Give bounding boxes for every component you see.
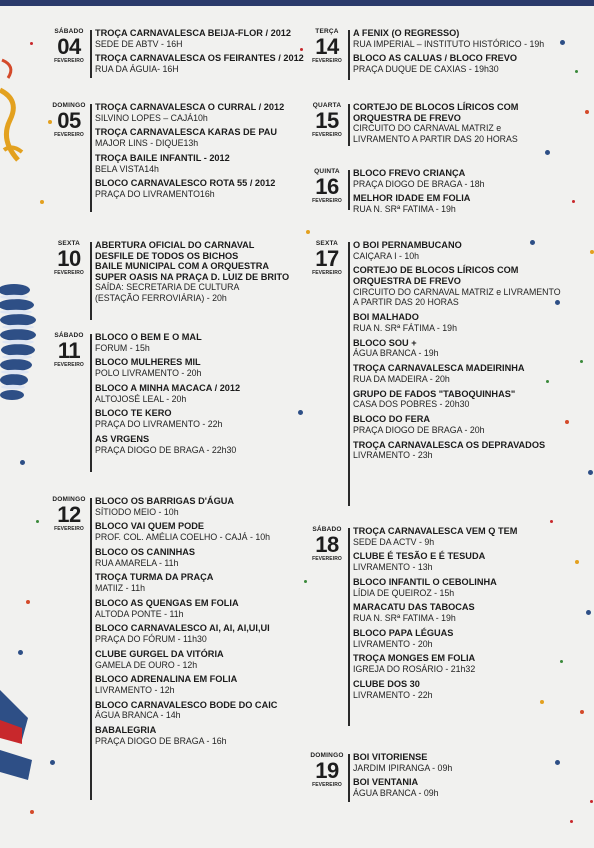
confetti-dot: [40, 200, 44, 204]
month-name: FEVEREIRO: [312, 556, 342, 562]
event-item: [353, 414, 561, 435]
event-title: ORQUESTRA DE FREVO: [353, 112, 461, 123]
confetti-dot: [590, 800, 593, 803]
event-list: [353, 168, 485, 219]
confetti-dot: [575, 70, 578, 73]
event-item: [95, 127, 284, 148]
divider-line: [348, 104, 350, 146]
day-of-week: TERÇA: [315, 28, 339, 35]
divider-line: [348, 30, 350, 80]
event-venue-time: A PARTIR DAS 20 HORAS: [353, 297, 459, 308]
day-number: 14: [315, 34, 339, 59]
day-number: 19: [315, 758, 339, 783]
event-venue-time: ÁGUA BRANCA - 14h: [95, 710, 181, 721]
event-title: TROÇA TURMA DA PRAÇA: [95, 572, 214, 583]
event-item: [95, 383, 240, 404]
event-list: [353, 752, 452, 803]
date-label: [310, 168, 344, 205]
day-of-week: SÁBADO: [54, 332, 84, 339]
month-name: FEVEREIRO: [54, 58, 84, 64]
event-item: [353, 777, 452, 798]
date-label: [310, 752, 344, 789]
event-venue-time: ALTODA PONTE - 11h: [95, 608, 184, 619]
event-title: TROÇA CARNAVALESCA BEIJA-FLOR / 2012: [95, 28, 292, 38]
month-name: FEVEREIRO: [312, 132, 342, 138]
event-title: TROÇA MONGES EM FOLIA: [353, 653, 476, 664]
event-venue-time: LIVRAMENTO - 13h: [353, 562, 433, 573]
event-venue-time: ALTOJOSÉ LEAL - 20h: [95, 393, 187, 404]
event-venue-time: ÁGUA BRANCA - 19h: [353, 348, 439, 359]
confetti-dot: [586, 610, 591, 615]
event-item: [353, 363, 561, 384]
event-title: A FENIX (O REGRESSO): [353, 28, 460, 38]
event-title: MELHOR IDADE EM FOLIA: [353, 193, 471, 204]
month-name: FEVEREIRO: [54, 132, 84, 138]
confetti-dot: [565, 420, 569, 424]
day-of-week: SEXTA: [57, 240, 81, 247]
day-number: 04: [57, 34, 81, 59]
event-venue-time: PRAÇA DIOGO DE BRAGA - 20h: [353, 424, 485, 435]
event-list: [95, 102, 284, 204]
divider-line: [90, 242, 92, 320]
month-name: FEVEREIRO: [312, 782, 342, 788]
date-label: [310, 28, 344, 65]
event-item: [95, 332, 240, 353]
date-label: [52, 240, 86, 277]
day-number: 15: [315, 108, 339, 133]
event-venue-time: CAIÇARA I - 10h: [353, 250, 420, 261]
event-venue-time: CIRCUITO DO CARNAVAL MATRIZ e LIVRAMENTO: [353, 286, 561, 297]
event-item: [95, 240, 289, 304]
event-title: BABALEGRIA: [95, 725, 157, 736]
event-venue-time: SEDE DE ABTV - 16H: [95, 38, 183, 49]
date-label: [52, 496, 86, 533]
day-of-week: DOMINGO: [52, 102, 86, 109]
event-item: [353, 168, 485, 189]
event-venue-time: PRAÇA DIOGO DE BRAGA - 22h30: [95, 444, 237, 455]
event-list: [95, 240, 289, 308]
event-item: [95, 598, 277, 619]
event-title: AS VRGENS: [95, 433, 150, 444]
confetti-dot: [545, 150, 550, 155]
day-of-week: QUARTA: [312, 102, 342, 109]
event-title: BOI VITORIENSE: [353, 752, 428, 762]
event-title: SUPER OASIS NA PRAÇA D. LUIZ DE BRITO: [95, 271, 290, 282]
confetti-dot: [570, 820, 573, 823]
event-item: [95, 700, 277, 721]
event-item: [353, 440, 561, 461]
divider-line: [90, 334, 92, 472]
divider-line: [348, 754, 350, 802]
event-item: [353, 53, 544, 74]
date-label: [52, 102, 86, 139]
event-item: [95, 53, 304, 74]
event-title: BLOCO TE KERO: [95, 408, 172, 419]
event-title: BLOCO DO FERA: [353, 414, 431, 425]
event-item: [353, 312, 561, 333]
divider-line: [90, 104, 92, 212]
serpentine-streamer-decoration: [0, 0, 60, 848]
confetti-dot: [560, 660, 563, 663]
event-item: [95, 547, 277, 568]
day-number: 17: [315, 246, 339, 271]
day-number: 05: [57, 108, 81, 133]
event-list: [353, 526, 517, 704]
event-title: CORTEJO DE BLOCOS LÍRICOS COM: [353, 265, 519, 276]
event-venue-time: GAMELA DE OURO - 12h: [95, 659, 198, 670]
confetti-dot: [580, 360, 583, 363]
event-venue-time: PRAÇA DIOGO DE BRAGA - 18h: [353, 178, 485, 189]
divider-line: [348, 170, 350, 210]
date-label: [52, 28, 86, 65]
event-item: [353, 752, 452, 773]
event-venue-time: PRAÇA DUQUE DE CAXIAS - 19h30: [353, 64, 499, 75]
confetti-dot: [304, 580, 307, 583]
event-title: GRUPO DE FADOS "TABOQUINHAS": [353, 388, 516, 399]
event-venue-time: LIVRAMENTO A PARTIR DAS 20 HORAS: [353, 133, 518, 144]
event-item: [95, 153, 284, 174]
event-item: [353, 338, 561, 359]
event-item: [95, 178, 284, 199]
day-of-week: SÁBADO: [312, 526, 342, 533]
confetti-dot: [306, 230, 310, 234]
event-title: BLOCO AS QUENGAS EM FOLIA: [95, 597, 239, 608]
day-number: 10: [57, 246, 81, 271]
confetti-dot: [50, 760, 55, 765]
event-item: [95, 521, 277, 542]
event-item: [353, 551, 517, 572]
event-title: CLUBE GURGEL DA VITÓRIA: [95, 648, 224, 659]
event-title: BLOCO ADRENALINA EM FOLIA: [95, 674, 238, 685]
event-venue-time: RUA AMARELA - 11h: [95, 557, 179, 568]
event-title: MARACATU DAS TABOCAS: [353, 602, 475, 613]
event-venue-time: SÍTIODO MEIO - 10h: [95, 506, 179, 517]
day-number: 11: [57, 338, 81, 363]
event-venue-time: RUA N. SRª FATIMA - 19h: [353, 613, 456, 624]
month-name: FEVEREIRO: [54, 270, 84, 276]
date-label: [310, 240, 344, 277]
event-venue-time: PRAÇA DO FÓRUM - 11h30: [95, 634, 207, 645]
event-title: BLOCO OS BARRIGAS D'ÁGUA: [95, 496, 234, 506]
confetti-dot: [540, 700, 544, 704]
event-title: BLOCO VAI QUEM PODE: [95, 521, 205, 532]
event-venue-time: SAÍDA: SECRETARIA DE CULTURA: [95, 282, 240, 293]
event-venue-time: LIVRAMENTO - 23h: [353, 450, 433, 461]
event-list: [95, 496, 277, 751]
confetti-dot: [580, 710, 584, 714]
event-item: [353, 102, 518, 144]
event-title: BLOCO CARNAVALESCO ROTA 55 / 2012: [95, 178, 276, 189]
event-title: CORTEJO DE BLOCOS LÍRICOS COM: [353, 102, 519, 112]
event-title: BLOCO SOU +: [353, 337, 417, 348]
event-item: [95, 572, 277, 593]
event-venue-time: FORUM - 15h: [95, 342, 150, 353]
divider-line: [90, 498, 92, 800]
date-label: [52, 332, 86, 369]
event-venue-time: LIVRAMENTO - 20h: [353, 638, 433, 649]
event-venue-time: CASA DOS POBRES - 20h30: [353, 399, 470, 410]
event-title: TROÇA BAILE INFANTIL - 2012: [95, 152, 230, 163]
event-venue-time: MATIIZ - 11h: [95, 583, 146, 594]
event-list: [95, 28, 304, 79]
event-item: [95, 674, 277, 695]
event-item: [95, 408, 240, 429]
event-venue-time: RUA N. SRª FÁTIMA - 19h: [353, 322, 457, 333]
event-venue-time: (ESTAÇÃO FERROVIÁRIA) - 20h: [95, 292, 227, 303]
event-venue-time: RUA DA ÁGUIA- 16H: [95, 64, 179, 75]
event-item: [353, 389, 561, 410]
event-venue-time: PRAÇA DO LIVRAMENTO16h: [95, 189, 215, 200]
event-item: [353, 193, 485, 214]
event-title: TROÇA CARNAVALESCA VEM Q TEM: [353, 526, 518, 536]
date-label: [310, 526, 344, 563]
event-title: BLOCO CARNAVALESCO AI, AI, AI,UI,UI: [95, 623, 270, 634]
confetti-dot: [585, 110, 589, 114]
event-venue-time: JARDIM IPIRANGA - 09h: [353, 762, 453, 773]
event-title: TROÇA CARNAVALESCA MADEIRINHA: [353, 363, 525, 374]
month-name: FEVEREIRO: [54, 362, 84, 368]
confetti-dot: [20, 460, 25, 465]
divider-line: [348, 242, 350, 506]
event-title: BAILE MUNICIPAL COM A ORQUESTRA: [95, 261, 270, 272]
day-of-week: DOMINGO: [52, 496, 86, 503]
event-item: [353, 240, 561, 261]
event-item: [353, 679, 517, 700]
event-venue-time: PRAÇA DIOGO DE BRAGA - 16h: [95, 735, 227, 746]
event-title: CLUBE DOS 30: [353, 678, 420, 689]
event-venue-time: LIVRAMENTO - 22h: [353, 689, 433, 700]
event-item: [95, 649, 277, 670]
event-list: [353, 28, 544, 79]
event-title: BLOCO OS CANINHAS: [95, 546, 196, 557]
confetti-dot: [298, 410, 303, 415]
day-number: 12: [57, 502, 81, 527]
month-name: FEVEREIRO: [312, 198, 342, 204]
event-item: [353, 628, 517, 649]
event-title: BLOCO PAPA LÉGUAS: [353, 627, 454, 638]
event-venue-time: BELA VISTA14h: [95, 163, 159, 174]
confetti-dot: [590, 250, 594, 254]
event-venue-time: ÁGUA BRANCA - 09h: [353, 788, 439, 799]
event-item: [95, 434, 240, 455]
event-item: [353, 526, 517, 547]
event-list: [353, 240, 561, 465]
event-venue-time: LÍDIA DE QUEIROZ - 15h: [353, 587, 455, 598]
event-venue-time: RUA DA MADEIRA - 20h: [353, 373, 450, 384]
top-border: [0, 0, 594, 6]
event-title: ORQUESTRA DE FREVO: [353, 276, 461, 287]
event-item: [353, 265, 561, 307]
event-title: BOI VENTANIA: [353, 777, 419, 788]
day-of-week: SÁBADO: [54, 28, 84, 35]
event-title: TROÇA CARNAVALESCA KARAS DE PAU: [95, 127, 278, 138]
day-number: 18: [315, 532, 339, 557]
confetti-dot: [36, 520, 39, 523]
event-title: TROÇA CARNAVALESCA O CURRAL / 2012: [95, 102, 285, 112]
confetti-dot: [560, 40, 565, 45]
event-title: ABERTURA OFICIAL DO CARNAVAL: [95, 240, 255, 250]
event-list: [353, 102, 518, 149]
event-title: CLUBE É TESÃO E É TESUDA: [353, 551, 486, 562]
event-title: DESFILE DE TODOS OS BICHOS: [95, 250, 239, 261]
confetti-dot: [588, 470, 593, 475]
day-number: 16: [315, 174, 339, 199]
event-title: BLOCO A MINHA MACACA / 2012: [95, 382, 241, 393]
event-title: BLOCO INFANTIL O CEBOLINHA: [353, 576, 497, 587]
event-title: TROÇA CARNAVALESCA OS DEPRAVADOS: [353, 439, 546, 450]
day-of-week: SEXTA: [315, 240, 339, 247]
confetti-dot: [572, 200, 575, 203]
confetti-dot: [555, 760, 560, 765]
event-item: [95, 725, 277, 746]
event-item: [353, 602, 517, 623]
event-item: [95, 496, 277, 517]
event-title: BLOCO MULHERES MIL: [95, 357, 201, 368]
event-title: BLOCO O BEM E O MAL: [95, 332, 202, 342]
event-title: BLOCO CARNAVALESCO BODE DO CAIC: [95, 699, 278, 710]
event-venue-time: PROF. COL. AMÉLIA COELHO - CAJÁ - 10h: [95, 532, 271, 543]
event-item: [95, 102, 284, 123]
event-venue-time: RUA IMPERIAL – INSTITUTO HISTÓRICO - 19h: [353, 38, 545, 49]
event-venue-time: SILVINO LOPES – CAJÁ10h: [95, 112, 208, 123]
confetti-dot: [18, 650, 23, 655]
event-venue-time: POLO LIVRAMENTO - 20h: [95, 368, 202, 379]
day-of-week: QUINTA: [314, 168, 340, 175]
month-name: FEVEREIRO: [312, 270, 342, 276]
confetti-dot: [30, 42, 33, 45]
event-venue-time: IGREJA DO ROSÁRIO - 21h32: [353, 664, 476, 675]
event-title: TROÇA CARNAVALESCA OS FEIRANTES / 2012: [95, 53, 304, 64]
date-label: [310, 102, 344, 139]
confetti-dot: [30, 810, 34, 814]
event-item: [95, 28, 304, 49]
event-venue-time: MAJOR LINS - DIQUE13h: [95, 138, 199, 149]
event-venue-time: SEDE DA ACTV - 9h: [353, 536, 435, 547]
divider-line: [348, 528, 350, 726]
confetti-dot: [575, 560, 579, 564]
event-venue-time: PRAÇA DO LIVRAMENTO - 22h: [95, 419, 223, 430]
event-venue-time: CIRCUITO DO CARNAVAL MATRIZ e: [353, 123, 502, 134]
event-list: [95, 332, 240, 459]
divider-line: [90, 30, 92, 78]
month-name: FEVEREIRO: [54, 526, 84, 532]
event-item: [353, 28, 544, 49]
event-item: [353, 653, 517, 674]
event-title: BLOCO FREVO CRIANÇA: [353, 168, 466, 178]
event-venue-time: LIVRAMENTO - 12h: [95, 684, 175, 695]
event-title: O BOI PERNAMBUCANO: [353, 240, 462, 250]
confetti-dot: [26, 600, 30, 604]
event-item: [95, 623, 277, 644]
month-name: FEVEREIRO: [312, 58, 342, 64]
event-title: BOI MALHADO: [353, 312, 419, 323]
event-item: [353, 577, 517, 598]
event-venue-time: RUA N. SRª FATIMA - 19h: [353, 204, 456, 215]
day-of-week: DOMINGO: [310, 752, 344, 759]
event-title: BLOCO AS CALUAS / BLOCO FREVO: [353, 53, 518, 64]
confetti-dot: [550, 520, 553, 523]
event-item: [95, 357, 240, 378]
